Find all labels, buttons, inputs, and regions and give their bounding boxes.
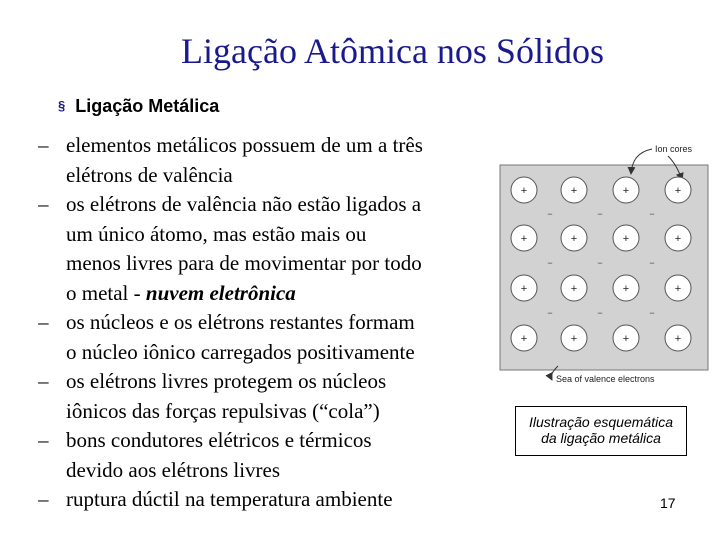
item-line: ruptura dúctil na temperatura ambiente bbox=[66, 487, 393, 511]
metallic-bond-figure bbox=[490, 130, 720, 390]
emphasis-nuvem-eletronica: nuvem eletrônica bbox=[145, 280, 296, 305]
ion-plus-sign: + bbox=[622, 233, 630, 245]
list-item bbox=[38, 308, 472, 367]
item-line: iônicos das forças repulsivas (“cola”) bbox=[66, 398, 380, 423]
ion-plus-sign: + bbox=[674, 185, 682, 197]
item-line-prefix: o metal - bbox=[66, 280, 146, 305]
ion-plus-sign: + bbox=[674, 283, 682, 295]
list-item bbox=[38, 426, 472, 485]
valence-electron: − bbox=[649, 258, 655, 268]
section-label: Ligação Metálica bbox=[75, 96, 220, 116]
valence-electron: − bbox=[597, 258, 603, 268]
ion-plus-sign: + bbox=[622, 185, 630, 197]
list-item bbox=[38, 367, 472, 426]
caption-line: da ligação metálica bbox=[541, 430, 661, 446]
item-line: um único átomo, mas estão mais ou bbox=[66, 221, 367, 246]
dash-bullet: – bbox=[38, 310, 49, 334]
ion-cores-label: Ion cores bbox=[655, 144, 693, 154]
page-number: 17 bbox=[660, 495, 676, 511]
item-line: elétrons de valência bbox=[66, 162, 233, 187]
ion-plus-sign: + bbox=[520, 283, 528, 295]
ion-plus-sign: + bbox=[674, 333, 682, 345]
valence-electron: − bbox=[547, 308, 553, 318]
item-line: os elétrons de valência não estão ligados a bbox=[66, 192, 422, 216]
valence-electron: − bbox=[547, 258, 553, 268]
dash-bullet: – bbox=[38, 369, 49, 393]
caption-line: Ilustração esquemática bbox=[529, 414, 673, 430]
valence-electron: − bbox=[597, 308, 603, 318]
ion-plus-sign: + bbox=[570, 283, 578, 295]
ion-plus-sign: + bbox=[622, 283, 630, 295]
section-heading bbox=[58, 96, 219, 117]
sea-of-valence-electrons-label: Sea of valence electrons bbox=[556, 374, 655, 384]
item-line: bons condutores elétricos e térmicos bbox=[66, 428, 372, 452]
item-line: os elétrons livres protegem os núcleos bbox=[66, 369, 387, 393]
figure-caption bbox=[515, 406, 687, 456]
item-line: elementos metálicos possuem de um a três bbox=[66, 133, 423, 157]
ion-plus-sign: + bbox=[570, 333, 578, 345]
list-item bbox=[38, 190, 472, 308]
square-bullet-icon: § bbox=[58, 98, 66, 113]
ion-plus-sign: + bbox=[622, 333, 630, 345]
valence-electron: − bbox=[649, 308, 655, 318]
bullet-list bbox=[38, 131, 472, 515]
list-item bbox=[38, 485, 472, 515]
ion-plus-sign: + bbox=[570, 233, 578, 245]
ion-plus-sign: + bbox=[520, 185, 528, 197]
item-line: os núcleos e os elétrons restantes formam bbox=[66, 310, 415, 334]
ion-plus-sign: + bbox=[520, 233, 528, 245]
dash-bullet: – bbox=[38, 487, 49, 511]
valence-electron: − bbox=[547, 209, 553, 219]
dash-bullet: – bbox=[38, 428, 49, 452]
dash-bullet: – bbox=[38, 192, 49, 216]
dash-bullet: – bbox=[38, 133, 49, 157]
ion-plus-sign: + bbox=[570, 185, 578, 197]
list-item bbox=[38, 131, 472, 190]
ion-plus-sign: + bbox=[674, 233, 682, 245]
valence-electron: − bbox=[649, 209, 655, 219]
item-line: o núcleo iônico carregados positivamente bbox=[66, 339, 415, 364]
item-line-mixed bbox=[66, 279, 472, 309]
valence-electron: − bbox=[597, 209, 603, 219]
slide-title: Ligação Atômica nos Sólidos bbox=[181, 31, 604, 71]
ion-plus-sign: + bbox=[520, 333, 528, 345]
item-line: menos livres para de movimentar por todo bbox=[66, 251, 422, 275]
item-line: devido aos elétrons livres bbox=[66, 457, 281, 482]
